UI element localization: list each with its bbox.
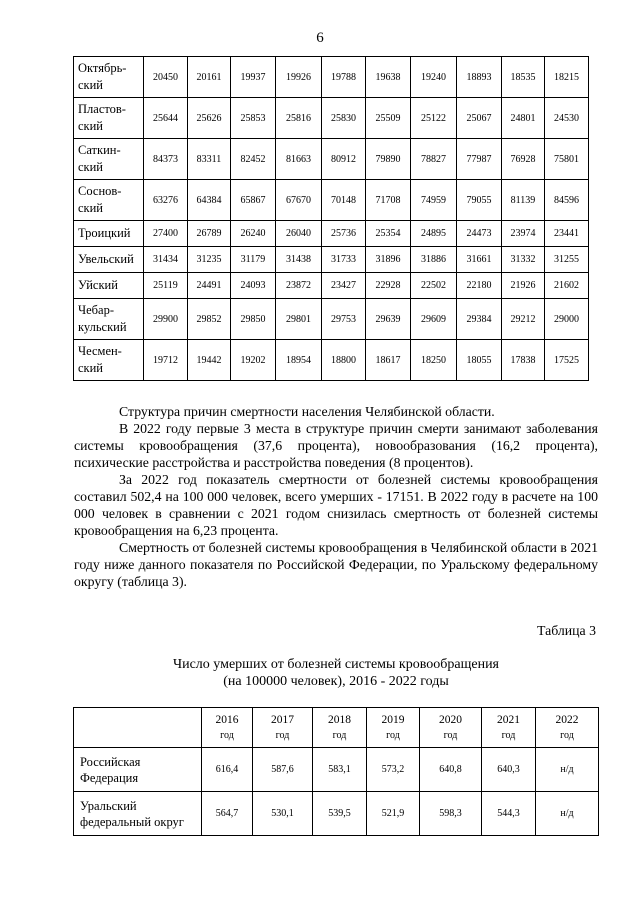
population-value: 24895 <box>411 221 457 247</box>
year-header <box>367 708 420 748</box>
year-unit: год <box>386 729 400 741</box>
table-caption <box>74 656 598 690</box>
paragraph-indicator: За 2022 год показатель смертности от болезней системы кровообращения составил 502,4 на 100 000 человек, всего умерших - 17151. В 2022 году в расчете на 100 000 человек в сравнении с 2021 годом снизилась смертность от болезней системы кровообращения на 6,23 процента. <box>74 472 598 538</box>
table-row <box>74 180 589 221</box>
body-text <box>74 403 598 590</box>
table-row <box>74 273 589 299</box>
table-row <box>74 57 589 98</box>
population-value: 24530 <box>545 98 589 139</box>
population-value: 18617 <box>366 340 411 381</box>
population-value: 17838 <box>502 340 545 381</box>
population-value: 29609 <box>411 299 457 340</box>
population-value: 29850 <box>231 299 276 340</box>
year-label: 2017 <box>271 713 294 726</box>
population-value: 25067 <box>457 98 502 139</box>
population-value: 19638 <box>366 57 411 98</box>
population-value: 19788 <box>322 57 366 98</box>
table-row <box>74 340 589 381</box>
population-value: 79890 <box>366 139 411 180</box>
population-value: 19442 <box>188 340 231 381</box>
population-value: 24093 <box>231 273 276 299</box>
district-name: Чесмен-ский <box>74 340 144 381</box>
mortality-value: 539,5 <box>313 792 367 836</box>
population-value: 84373 <box>144 139 188 180</box>
population-value: 23974 <box>502 221 545 247</box>
population-value: 19937 <box>231 57 276 98</box>
population-value: 29900 <box>144 299 188 340</box>
population-value: 26789 <box>188 221 231 247</box>
population-value: 84596 <box>545 180 589 221</box>
table-row <box>74 221 589 247</box>
mortality-value: 583,1 <box>313 748 367 792</box>
year-header <box>536 708 599 748</box>
population-value: 31661 <box>457 247 502 273</box>
district-name: Саткин-ский <box>74 139 144 180</box>
district-name: Соснов-ский <box>74 180 144 221</box>
population-value: 25509 <box>366 98 411 139</box>
population-value: 19202 <box>231 340 276 381</box>
district-name: Октябрь-ский <box>74 57 144 98</box>
table-row <box>74 748 599 792</box>
population-value: 24473 <box>457 221 502 247</box>
population-value: 18055 <box>457 340 502 381</box>
table-row <box>74 98 589 139</box>
table-row <box>74 139 589 180</box>
population-value: 75801 <box>545 139 589 180</box>
year-label: 2022 <box>555 713 579 726</box>
population-value: 31434 <box>144 247 188 273</box>
population-value: 22180 <box>457 273 502 299</box>
population-value: 26040 <box>276 221 322 247</box>
population-value: 29000 <box>545 299 589 340</box>
population-value: 23427 <box>322 273 366 299</box>
population-value: 19926 <box>276 57 322 98</box>
population-value: 79055 <box>457 180 502 221</box>
population-value: 25830 <box>322 98 366 139</box>
population-value: 21926 <box>502 273 545 299</box>
population-value: 63276 <box>144 180 188 221</box>
population-table <box>73 56 589 381</box>
population-value: 70148 <box>322 180 366 221</box>
header-corner <box>74 708 202 748</box>
district-name: Чебар-кульский <box>74 299 144 340</box>
population-value: 18250 <box>411 340 457 381</box>
population-value: 24491 <box>188 273 231 299</box>
population-value: 19712 <box>144 340 188 381</box>
population-value: 64384 <box>188 180 231 221</box>
mortality-value: 587,6 <box>253 748 313 792</box>
population-value: 18893 <box>457 57 502 98</box>
mortality-value: 616,4 <box>202 748 253 792</box>
population-value: 81663 <box>276 139 322 180</box>
year-unit: год <box>332 729 347 741</box>
year-header <box>420 708 482 748</box>
population-value: 23872 <box>276 273 322 299</box>
population-value: 18954 <box>276 340 322 381</box>
population-value: 19240 <box>411 57 457 98</box>
population-value: 31733 <box>322 247 366 273</box>
population-value: 67670 <box>276 180 322 221</box>
population-value: 80912 <box>322 139 366 180</box>
population-value: 31438 <box>276 247 322 273</box>
mortality-value: 530,1 <box>253 792 313 836</box>
year-unit: год <box>501 729 516 741</box>
district-name: Троицкий <box>74 221 144 247</box>
table-row <box>74 792 599 836</box>
table-row <box>74 299 589 340</box>
population-value: 76928 <box>502 139 545 180</box>
paragraph-comparison: Смертность от болезней системы кровообращения в Челябинской области в 2021 году ниже данного показателя по Российской Федерации, по Уральскому федеральному округу (таблица 3). <box>74 540 598 589</box>
population-value: 25354 <box>366 221 411 247</box>
population-value: 21602 <box>545 273 589 299</box>
year-unit: год <box>220 729 234 741</box>
population-value: 25853 <box>231 98 276 139</box>
population-value: 78827 <box>411 139 457 180</box>
year-label: 2020 <box>439 713 462 726</box>
population-value: 18800 <box>322 340 366 381</box>
population-value: 65867 <box>231 180 276 221</box>
population-table-body <box>74 57 589 381</box>
district-name: Уйский <box>74 273 144 299</box>
population-value: 29212 <box>502 299 545 340</box>
mortality-value: н/д <box>536 748 599 792</box>
paragraph-structure-heading: Структура причин смертности населения Челябинской области. <box>119 404 495 419</box>
population-value: 29639 <box>366 299 411 340</box>
population-value: 24801 <box>502 98 545 139</box>
year-label: 2021 <box>497 713 520 726</box>
year-label: 2016 <box>215 713 239 726</box>
population-value: 29801 <box>276 299 322 340</box>
population-value: 25122 <box>411 98 457 139</box>
mortality-value: 573,2 <box>367 748 420 792</box>
population-value: 31332 <box>502 247 545 273</box>
population-value: 29384 <box>457 299 502 340</box>
population-value: 27400 <box>144 221 188 247</box>
year-label: 2018 <box>328 713 351 726</box>
population-value: 23441 <box>545 221 589 247</box>
population-value: 77987 <box>457 139 502 180</box>
year-header <box>313 708 367 748</box>
population-value: 25736 <box>322 221 366 247</box>
year-unit: год <box>560 729 574 741</box>
population-value: 31179 <box>231 247 276 273</box>
population-value: 74959 <box>411 180 457 221</box>
region-name: Российская Федерация <box>74 748 202 792</box>
mortality-value: 640,3 <box>482 748 536 792</box>
region-name: Уральский федеральный округ <box>74 792 202 836</box>
population-value: 20161 <box>188 57 231 98</box>
mortality-value: н/д <box>536 792 599 836</box>
population-value: 25644 <box>144 98 188 139</box>
population-value: 82452 <box>231 139 276 180</box>
year-header <box>253 708 313 748</box>
population-value: 31235 <box>188 247 231 273</box>
paragraph-causes: В 2022 году первые 3 места в структуре причин смерти занимают заболевания системы кровообращения (37,6 процента), новообразования (16,2 процента), психические расстройства и расстройства поведения (8 процентов). <box>74 421 598 470</box>
table-caption-line2: (на 100000 человек), 2016 - 2022 годы <box>223 674 449 689</box>
population-value: 81139 <box>502 180 545 221</box>
year-header <box>202 708 253 748</box>
mortality-table-body <box>74 748 599 836</box>
mortality-value: 544,3 <box>482 792 536 836</box>
table-label: Таблица 3 <box>536 623 596 638</box>
population-value: 31886 <box>411 247 457 273</box>
table-caption-line1: Число умерших от болезней системы кровообращения <box>172 657 499 672</box>
mortality-value: 598,3 <box>420 792 482 836</box>
population-value: 71708 <box>366 180 411 221</box>
population-value: 29753 <box>322 299 366 340</box>
mortality-value: 640,8 <box>420 748 482 792</box>
mortality-value: 521,9 <box>367 792 420 836</box>
year-unit: год <box>275 729 290 741</box>
page-number: 6 <box>316 30 324 46</box>
table-row <box>74 247 589 273</box>
year-header <box>482 708 536 748</box>
year-label: 2019 <box>381 713 405 726</box>
mortality-table <box>73 707 599 836</box>
population-value: 26240 <box>231 221 276 247</box>
population-value: 18215 <box>545 57 589 98</box>
population-value: 29852 <box>188 299 231 340</box>
population-value: 31896 <box>366 247 411 273</box>
population-value: 22928 <box>366 273 411 299</box>
population-value: 20450 <box>144 57 188 98</box>
population-value: 17525 <box>545 340 589 381</box>
population-value: 31255 <box>545 247 589 273</box>
population-value: 83311 <box>188 139 231 180</box>
population-value: 25816 <box>276 98 322 139</box>
year-unit: год <box>443 729 458 741</box>
district-name: Увельский <box>74 247 144 273</box>
mortality-table-header <box>74 708 599 748</box>
population-value: 25626 <box>188 98 231 139</box>
mortality-value: 564,7 <box>202 792 253 836</box>
population-value: 22502 <box>411 273 457 299</box>
population-value: 18535 <box>502 57 545 98</box>
population-value: 25119 <box>144 273 188 299</box>
district-name: Пластов-ский <box>74 98 144 139</box>
